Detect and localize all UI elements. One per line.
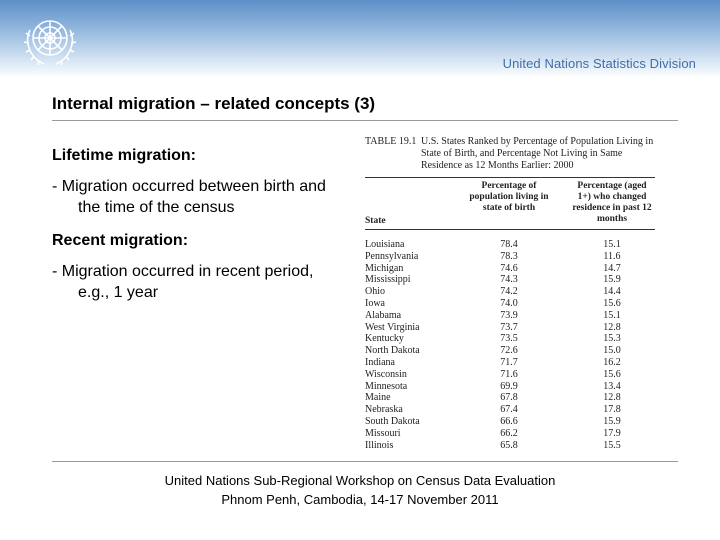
row-moved-pct: 15.3 [603, 333, 621, 345]
header-band [0, 0, 720, 78]
row-state: West Virginia [365, 321, 420, 333]
row-birth-pct: 73.7 [500, 321, 518, 333]
lifetime-definition: - Migration occurred between birth and the time of the census [52, 178, 326, 216]
table-row [365, 274, 655, 286]
table-label: TABLE 19.1 [365, 136, 417, 147]
row-birth-pct: 67.8 [500, 392, 518, 404]
table-caption [365, 136, 655, 172]
un-emblem-icon [18, 8, 82, 72]
footer-line-2: Phnom Penh, Cambodia, 14-17 November 2011 [221, 492, 499, 507]
row-state: North Dakota [365, 345, 420, 357]
division-name: United Nations Statistics Division [502, 56, 696, 71]
table-row [365, 310, 655, 322]
row-moved-pct: 15.1 [603, 309, 621, 321]
row-moved-pct: 14.7 [603, 262, 621, 274]
row-moved-pct: 17.9 [603, 427, 621, 439]
row-moved-pct: 17.8 [603, 404, 621, 416]
recent-heading: Recent migration: [52, 232, 189, 249]
row-birth-pct: 71.6 [500, 368, 518, 380]
row-state: Kentucky [365, 333, 404, 345]
table-row [365, 345, 655, 357]
row-state: Alabama [365, 309, 402, 321]
row-birth-pct: 78.3 [500, 250, 518, 262]
table-row [365, 286, 655, 298]
table-top-rule [365, 177, 655, 178]
row-moved-pct: 15.1 [603, 239, 621, 250]
row-state: Louisiana [365, 239, 405, 250]
table-row [365, 322, 655, 334]
row-birth-pct: 65.8 [500, 439, 518, 451]
table-row [365, 428, 655, 440]
row-state: Ohio [365, 286, 385, 298]
recent-definition: - Migration occurred in recent period, e.g., 1 year [52, 263, 314, 301]
row-birth-pct: 73.9 [500, 309, 518, 321]
lifetime-heading: Lifetime migration: [52, 147, 197, 164]
table-row [365, 440, 655, 452]
row-state: Nebraska [365, 404, 403, 416]
row-moved-pct: 12.8 [603, 321, 621, 333]
table-row [365, 369, 655, 381]
row-birth-pct: 74.6 [500, 262, 518, 274]
table-row [365, 251, 655, 263]
row-state: Maine [365, 392, 391, 404]
title-divider [52, 120, 678, 121]
table-header [365, 181, 655, 229]
row-birth-pct: 71.7 [500, 356, 518, 368]
col-state-header: State [365, 216, 386, 226]
row-birth-pct: 72.6 [500, 345, 518, 357]
table-row [365, 357, 655, 369]
row-birth-pct: 74.0 [500, 297, 518, 309]
row-moved-pct: 15.6 [603, 368, 621, 380]
table-row [365, 333, 655, 345]
footer-divider [52, 461, 678, 462]
table-header-rule [365, 229, 655, 230]
table-row [365, 416, 655, 428]
row-state: Michigan [365, 262, 404, 274]
row-state: Missouri [365, 427, 401, 439]
row-state: Indiana [365, 356, 395, 368]
table-caption-text: U.S. States Ranked by Percentage of Population Living in State of Birth, and Percentage Not Living in Same Residence as 12 Months Earlier: 2000 [421, 136, 654, 171]
table-row [365, 263, 655, 275]
table-body [365, 239, 655, 451]
table-row [365, 381, 655, 393]
migration-table [365, 136, 655, 462]
row-moved-pct: 14.4 [603, 286, 621, 298]
row-state: Minnesota [365, 380, 408, 392]
row-birth-pct: 69.9 [500, 380, 518, 392]
row-birth-pct: 78.4 [500, 239, 518, 250]
row-moved-pct: 15.9 [603, 415, 621, 427]
footer-line-1: United Nations Sub-Regional Workshop on Census Data Evaluation [164, 473, 556, 488]
col-birth-header: Percentage of population living in state of birth [469, 181, 549, 213]
row-state: Mississippi [365, 274, 411, 286]
row-moved-pct: 15.6 [603, 297, 621, 309]
row-moved-pct: 15.5 [603, 439, 621, 451]
footer [0, 471, 720, 509]
col-moved-header: Percentage (aged 1+) who changed residence in past 12 months [572, 181, 652, 224]
row-moved-pct: 13.4 [603, 380, 621, 392]
row-moved-pct: 15.9 [603, 274, 621, 286]
row-birth-pct: 74.3 [500, 274, 518, 286]
row-moved-pct: 11.6 [603, 250, 621, 262]
row-birth-pct: 67.4 [500, 404, 518, 416]
row-moved-pct: 15.0 [603, 345, 621, 357]
table-row [365, 239, 655, 251]
row-moved-pct: 12.8 [603, 392, 621, 404]
row-birth-pct: 73.5 [500, 333, 518, 345]
row-state: South Dakota [365, 415, 420, 427]
table-row [365, 392, 655, 404]
table-row [365, 404, 655, 416]
row-birth-pct: 74.2 [500, 286, 518, 298]
concepts-text [52, 145, 342, 315]
row-state: Iowa [365, 297, 385, 309]
row-state: Wisconsin [365, 368, 407, 380]
page-title: Internal migration – related concepts (3) [52, 94, 376, 113]
table-row [365, 298, 655, 310]
row-birth-pct: 66.6 [500, 415, 518, 427]
row-birth-pct: 66.2 [500, 427, 518, 439]
row-state: Illinois [365, 439, 394, 451]
row-state: Pennsylvania [365, 250, 419, 262]
row-moved-pct: 16.2 [603, 356, 621, 368]
